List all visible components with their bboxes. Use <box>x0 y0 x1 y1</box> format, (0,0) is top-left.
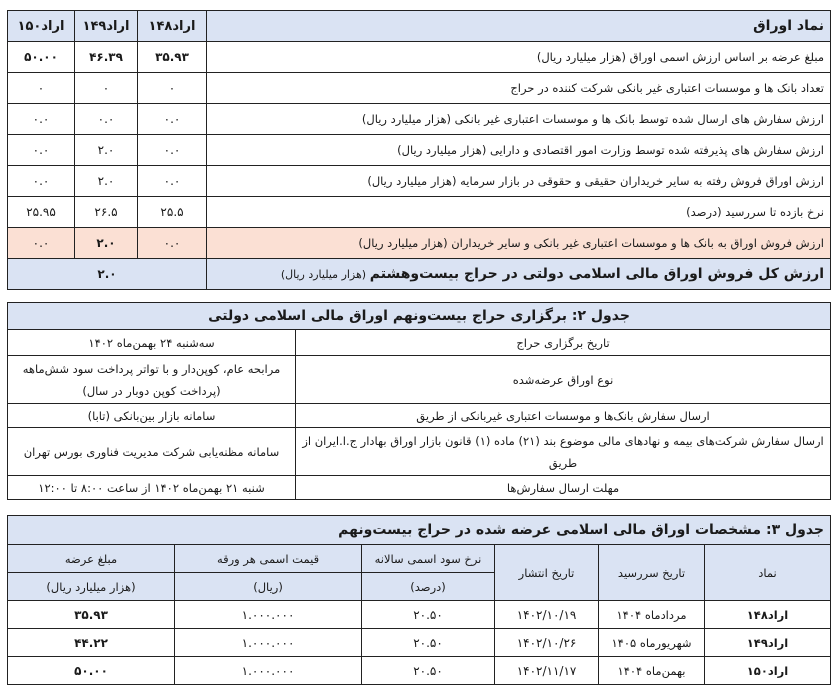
cell-rate: ۲۰.۵۰ <box>362 657 495 685</box>
row-label: ارزش سفارش های پذیرفته شده توسط وزارت امور اقتصادی و دارایی (هزار میلیارد ریال) <box>207 135 831 166</box>
table-title: جدول ۲: برگزاری حراج بیست‌ونهم اوراق مالی اسلامی دولتی <box>8 303 831 330</box>
row-label: ارزش سفارش های ارسال شده توسط بانک ها و موسسات اعتباری غیر بانکی (هزار میلیارد ریال) <box>207 104 831 135</box>
table-row-highlighted <box>8 228 831 259</box>
cell-value: ۲۵.۵ <box>138 197 207 228</box>
col-header-symbol: نماد <box>705 545 831 601</box>
cell-value: ۵۰.۰۰ <box>8 42 75 73</box>
table-title: جدول ۳: مشخصات اوراق مالی اسلامی عرضه شده در حراج بیست‌ونهم <box>8 516 831 545</box>
cell-value: ۰.۰ <box>75 104 138 135</box>
cell-value: ۰ <box>138 73 207 104</box>
total-row <box>8 259 831 290</box>
row-value: مرابحه عام، کوپن‌دار و با تواتر پرداخت سود شش‌ماهه (پرداخت کوپن دوبار در سال) <box>8 356 296 404</box>
table-row <box>8 404 831 428</box>
auction-results-table <box>7 10 831 290</box>
table-row <box>8 197 831 228</box>
col-header-maturity: تاریخ سررسید <box>599 545 705 601</box>
cell-value: ۲۶.۵ <box>75 197 138 228</box>
cell-amount: ۴۴.۲۲ <box>8 629 175 657</box>
cell-value: ۰.۰ <box>8 135 75 166</box>
cell-value: ۰.۰ <box>138 135 207 166</box>
cell-value: ۲۵.۹۵ <box>8 197 75 228</box>
table-row <box>8 476 831 500</box>
col-header-price: قیمت اسمی هر ورقه <box>175 545 362 573</box>
cell-value: ۰.۰ <box>138 104 207 135</box>
table-row <box>8 601 831 629</box>
table-title-row <box>8 303 831 330</box>
cell-symbol: اراد۱۵۰ <box>705 657 831 685</box>
cell-price: ۱.۰۰۰.۰۰۰ <box>175 601 362 629</box>
row-label: نوع اوراق عرضه‌شده <box>296 356 831 404</box>
cell-value: ۴۶.۳۹ <box>75 42 138 73</box>
row-label: تعداد بانک ها و موسسات اعتباری غیر بانکی شرکت کننده در حراج <box>207 73 831 104</box>
row-label: ارزش فروش اوراق به بانک ها و موسسات اعتباری غیر بانکی و سایر خریداران (هزار میلیارد ریال) <box>207 228 831 259</box>
table-row <box>8 73 831 104</box>
cell-value: ۰ <box>8 73 75 104</box>
total-value: ۲.۰ <box>8 259 207 290</box>
table-header-row <box>8 545 831 573</box>
cell-maturity: شهریورماه ۱۴۰۵ <box>599 629 705 657</box>
header-label: نماد اوراق <box>207 11 831 42</box>
cell-rate: ۲۰.۵۰ <box>362 601 495 629</box>
cell-value: ۰.۰ <box>8 104 75 135</box>
table-row <box>8 330 831 356</box>
total-label-unit: (هزار میلیارد ریال) <box>280 268 367 281</box>
row-label: ارسال سفارش شرکت‌های بیمه و نهادهای مالی موضوع بند (۲۱) ماده (۱) قانون بازار اوراق بهادار ج.ا.ایران از طریق <box>296 428 831 476</box>
cell-price: ۱.۰۰۰.۰۰۰ <box>175 657 362 685</box>
cell-value: ۰.۰ <box>138 228 207 259</box>
cell-amount: ۳۵.۹۳ <box>8 601 175 629</box>
table-row <box>8 104 831 135</box>
table-header-row <box>8 11 831 42</box>
col-unit-price: (ریال) <box>175 573 362 601</box>
auction-schedule-table <box>7 302 831 500</box>
table-row <box>8 42 831 73</box>
table-row <box>8 166 831 197</box>
row-value: سامانه بازار بین‌بانکی (تابا) <box>8 404 296 428</box>
cell-value: ۰.۰ <box>8 228 75 259</box>
cell-rate: ۲۰.۵۰ <box>362 629 495 657</box>
cell-issue-date: ۱۴۰۲/۱۱/۱۷ <box>495 657 599 685</box>
cell-issue-date: ۱۴۰۲/۱۰/۱۹ <box>495 601 599 629</box>
row-value: سامانه مظنه‌یابی شرکت مدیریت فناوری بورس تهران <box>8 428 296 476</box>
cell-issue-date: ۱۴۰۲/۱۰/۲۶ <box>495 629 599 657</box>
row-value: سه‌شنبه ۲۴ بهمن‌ماه ۱۴۰۲ <box>8 330 296 356</box>
row-label: مبلغ عرضه بر اساس ارزش اسمی اوراق (هزار میلیارد ریال) <box>207 42 831 73</box>
cell-value: ۲.۰ <box>75 135 138 166</box>
row-label: ارسال سفارش بانک‌ها و موسسات اعتباری غیربانکی از طریق <box>296 404 831 428</box>
col-header-arad150: اراد۱۵۰ <box>8 11 75 42</box>
col-header-rate: نرخ سود اسمی سالانه <box>362 545 495 573</box>
total-label <box>207 259 831 290</box>
table-row <box>8 428 831 476</box>
cell-value: ۲.۰ <box>75 228 138 259</box>
securities-specs-table <box>7 515 831 685</box>
row-value: شنبه ۲۱ بهمن‌ماه ۱۴۰۲ از ساعت ۸:۰۰ تا ۱۲:۰۰ <box>8 476 296 500</box>
cell-value: ۰ <box>75 73 138 104</box>
row-label: مهلت ارسال سفارش‌ها <box>296 476 831 500</box>
cell-symbol: اراد۱۴۸ <box>705 601 831 629</box>
table-row <box>8 657 831 685</box>
cell-amount: ۵۰.۰۰ <box>8 657 175 685</box>
col-unit-amount: (هزار میلیارد ریال) <box>8 573 175 601</box>
cell-value: ۳۵.۹۳ <box>138 42 207 73</box>
col-header-arad148: اراد۱۴۸ <box>138 11 207 42</box>
cell-symbol: اراد۱۴۹ <box>705 629 831 657</box>
cell-price: ۱.۰۰۰.۰۰۰ <box>175 629 362 657</box>
cell-maturity: مردادماه ۱۴۰۴ <box>599 601 705 629</box>
row-label: ارزش اوراق فروش رفته به سایر خریداران حقیقی و حقوقی در بازار سرمایه (هزار میلیارد ریال) <box>207 166 831 197</box>
total-label-text: ارزش کل فروش اوراق مالی اسلامی دولتی در حراج بیست‌وهشتم <box>369 266 824 282</box>
col-header-arad149: اراد۱۴۹ <box>75 11 138 42</box>
row-label: تاریخ برگزاری حراج <box>296 330 831 356</box>
table-row <box>8 356 831 404</box>
table-row <box>8 629 831 657</box>
cell-value: ۲.۰ <box>75 166 138 197</box>
cell-maturity: بهمن‌ماه ۱۴۰۴ <box>599 657 705 685</box>
cell-value: ۰.۰ <box>138 166 207 197</box>
col-unit-rate: (درصد) <box>362 573 495 601</box>
col-header-issue-date: تاریخ انتشار <box>495 545 599 601</box>
col-header-amount: مبلغ عرضه <box>8 545 175 573</box>
table-title-row <box>8 516 831 545</box>
row-label: نرخ بازده تا سررسید (درصد) <box>207 197 831 228</box>
table-row <box>8 135 831 166</box>
cell-value: ۰.۰ <box>8 166 75 197</box>
